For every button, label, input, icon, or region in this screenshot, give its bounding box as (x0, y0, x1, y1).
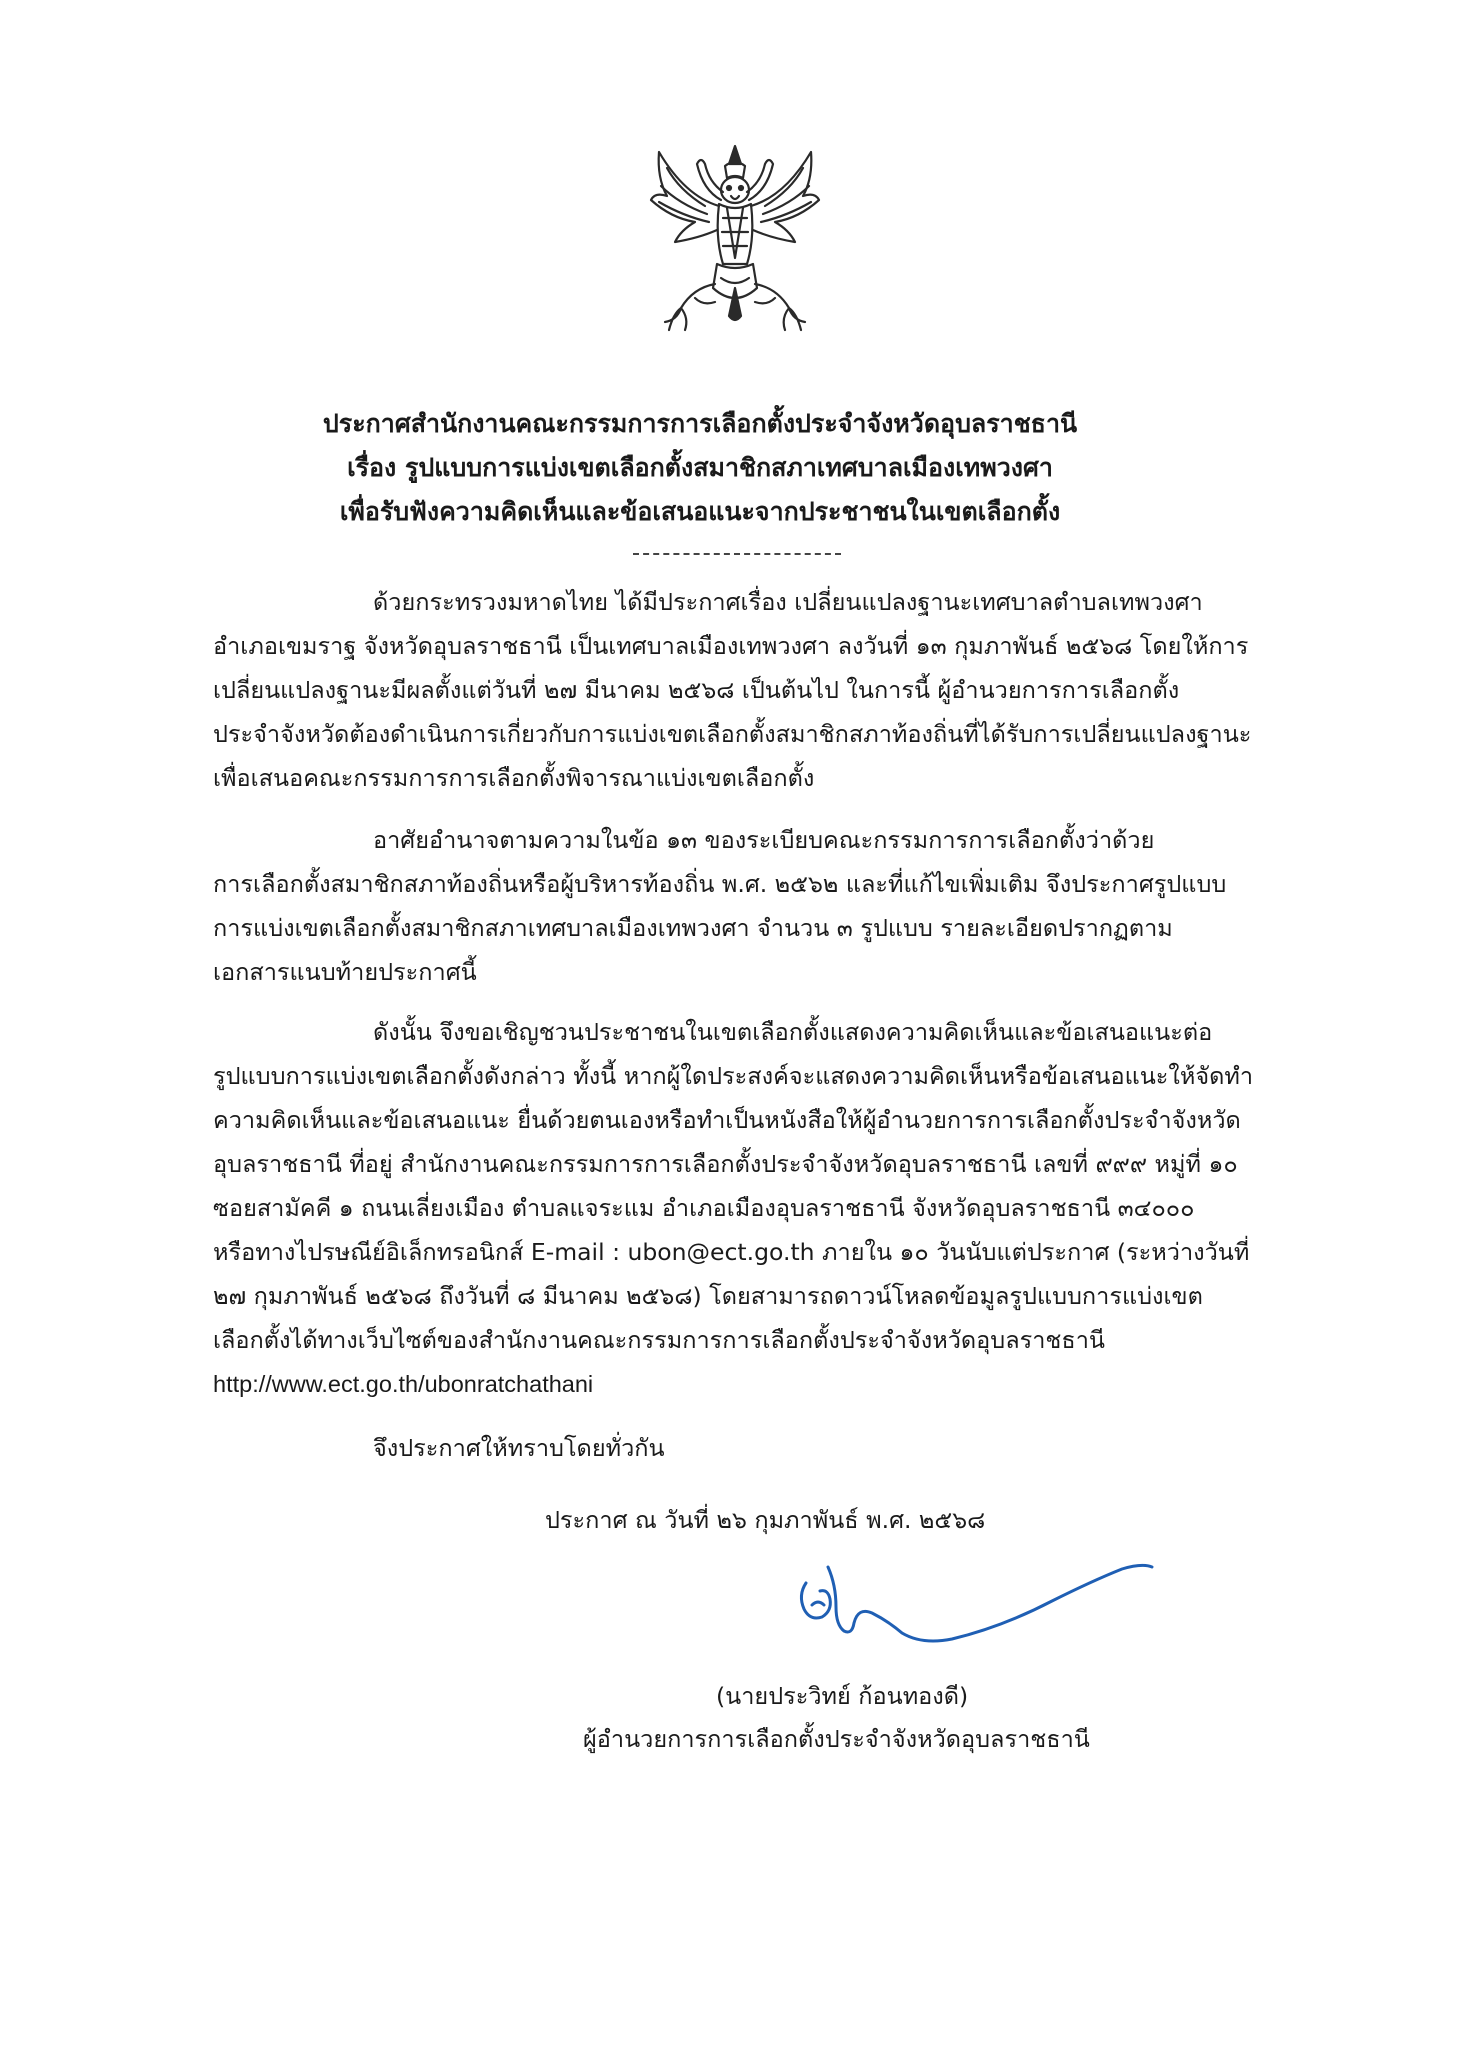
text-line: ประจำจังหวัดต้องดำเนินการเกี่ยวกับการแบ่งเขตเลือกตั้งสมาชิกสภาท้องถิ่นที่ได้รับการเปลี่ยนแปลงฐานะ (213, 720, 1252, 748)
paragraph-invitation (213, 1010, 1289, 1406)
text-line: ความคิดเห็นและข้อเสนอแนะ ยื่นด้วยตนเองหรือทำเป็นหนังสือให้ผู้อำนวยการการเลือกตั้งประจำจังหวัด (213, 1106, 1241, 1134)
text-line: เลือกตั้งได้ทางเว็บไซต์ของสำนักงานคณะกรรมการการเลือกตั้งประจำจังหวัดอุบลราชธานี (213, 1326, 1105, 1354)
announcement-header (250, 402, 1150, 534)
signer-name: (นายประวิทย์ ก้อนทองดี) (716, 1682, 969, 1710)
text-line: เพื่อเสนอคณะกรรมการการเลือกตั้งพิจารณาแบ่งเขตเลือกตั้ง (213, 764, 815, 792)
text-line: เปลี่ยนแปลงฐานะมีผลตั้งแต่วันที่ ๒๗ มีนาคม ๒๕๖๘ เป็นต้นไป ในการนี้ ผู้อำนวยการการเลือกตั้ง (213, 676, 1180, 704)
announcement-title: ประกาศสำนักงานคณะกรรมการการเลือกตั้งประจำจังหวัดอุบลราชธานี (322, 409, 1078, 438)
announcement-purpose: เพื่อรับฟังความคิดเห็นและข้อเสนอแนะจากประชาชนในเขตเลือกตั้ง (339, 497, 1061, 526)
header-divider (633, 553, 841, 555)
text-line: รูปแบบการแบ่งเขตเลือกตั้งดังกล่าว ทั้งนี้ หากผู้ใดประสงค์จะแสดงความคิดเห็นหรือข้อเสนอแนะให้จัดทำ (213, 1062, 1254, 1090)
text-line: ซอยสามัคคี ๑ ถนนเลี่ยงเมือง ตำบลแจระแม อำเภอเมืองอุบลราชธานี จังหวัดอุบลราชธานี ๓๔๐๐๐ (213, 1194, 1195, 1222)
handwritten-signature-icon (792, 1555, 1162, 1665)
text-line: การเลือกตั้งสมาชิกสภาท้องถิ่นหรือผู้บริหารท้องถิ่น พ.ศ. ๒๕๖๒ และที่แก้ไขเพิ่มเติม จึงประกาศรูปแบบ (213, 870, 1227, 898)
text-line: อาศัยอำนาจตามความในข้อ ๑๓ ของระเบียบคณะกรรมการการเลือกตั้งว่าด้วย (373, 826, 1155, 854)
signer-title: ผู้อำนวยการการเลือกตั้งประจำจังหวัดอุบลราชธานี (583, 1725, 1090, 1753)
text-line: ด้วยกระทรวงมหาดไทย ได้มีประกาศเรื่อง เปลี่ยนแปลงฐานะเทศบาลตำบลเทพวงศา (373, 588, 1203, 616)
announcement-date: ประกาศ ณ วันที่ ๒๖ กุมภาพันธ์ พ.ศ. ๒๕๖๘ (545, 1506, 986, 1534)
text-line: เอกสารแนบท้ายประกาศนี้ (213, 958, 477, 986)
text-line: การแบ่งเขตเลือกตั้งสมาชิกสภาเทศบาลเมืองเทพวงศา จำนวน ๓ รูปแบบ รายละเอียดปรากฏตาม (213, 914, 1173, 942)
text-line: อุบลราชธานี ที่อยู่ สำนักงานคณะกรรมการการเลือกตั้งประจำจังหวัดอุบลราชธานี เลขที่ ๙๙๙ หมู่ที่ ๑๐ (213, 1150, 1238, 1178)
closing-statement: จึงประกาศให้ทราบโดยทั่วกัน (373, 1434, 665, 1462)
website-url: http://www.ect.go.th/ubonratchathani (213, 1371, 594, 1397)
text-line: ดังนั้น จึงขอเชิญชวนประชาชนในเขตเลือกตั้งแสดงความคิดเห็นและข้อเสนอแนะต่อ (373, 1018, 1213, 1046)
text-line: ๒๗ กุมภาพันธ์ ๒๕๖๘ ถึงวันที่ ๘ มีนาคม ๒๕๖๘) โดยสามารถดาวน์โหลดข้อมูลรูปแบบการแบ่งเขต (213, 1282, 1203, 1310)
announcement-subject: เรื่อง รูปแบบการแบ่งเขตเลือกตั้งสมาชิกสภาเทศบาลเมืองเทพวงศา (347, 453, 1053, 482)
garuda-emblem-icon (645, 138, 825, 338)
text-line: หรือทางไปรษณีย์อิเล็กทรอนิกส์ E-mail : ubon@ect.go.th ภายใน ๑๐ วันนับแต่ประกาศ (ระหว่างวันที่ (213, 1238, 1250, 1266)
paragraph-authority (213, 818, 1289, 994)
text-line: อำเภอเขมราฐ จังหวัดอุบลราชธานี เป็นเทศบาลเมืองเทพวงศา ลงวันที่ ๑๓ กุมภาพันธ์ ๒๕๖๘ โดยให้การ (213, 632, 1249, 660)
paragraph-background (213, 580, 1289, 800)
